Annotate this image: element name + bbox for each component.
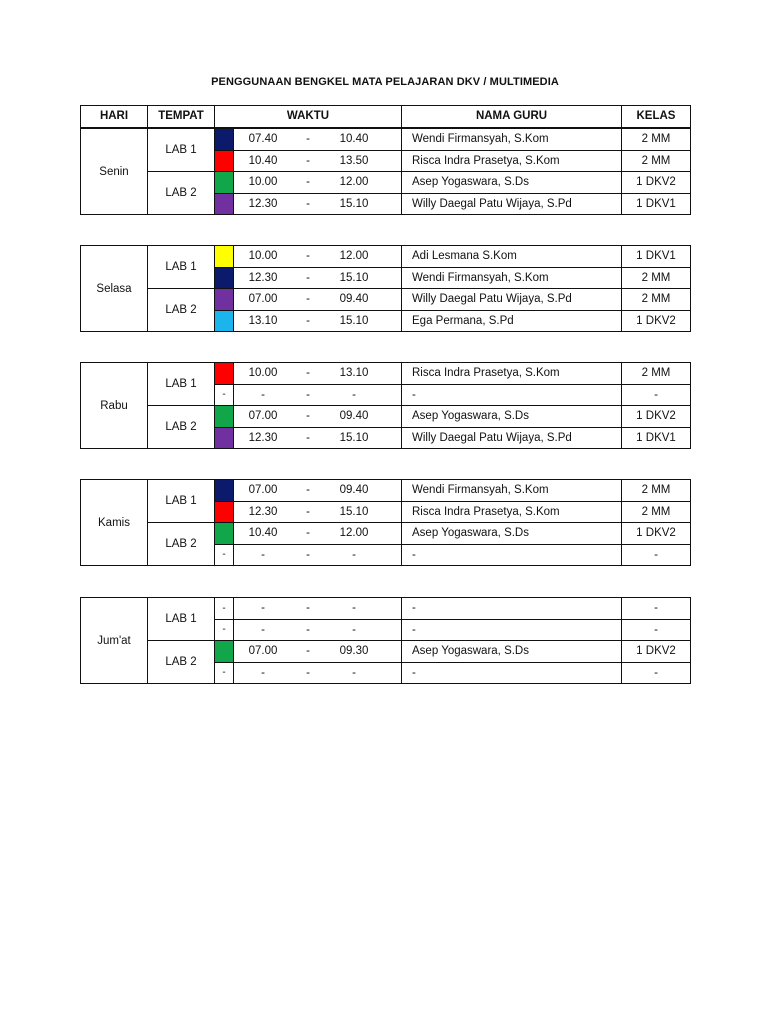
time-cell [234,662,402,684]
time-separator: - [306,250,310,263]
class-cell: 2 MM [622,129,691,151]
time-separator: - [306,666,310,679]
time-end: 13.50 [339,154,369,167]
day-table-kamis [80,479,691,566]
table-header-row [81,106,691,128]
time-end: 15.10 [339,271,369,284]
color-swatch [215,501,234,523]
teacher-name: - [402,384,622,406]
color-swatch [215,172,234,194]
class-cell: 2 MM [622,289,691,311]
class-cell: 1 DKV1 [622,246,691,268]
table-row [81,523,691,545]
teacher-name: Asep Yogaswara, S.Ds [402,172,622,194]
day-cell: Senin [81,129,148,215]
table-row [81,406,691,428]
time-cell [234,384,402,406]
color-swatch [215,246,234,268]
teacher-name: Wendi Firmansyah, S.Kom [402,129,622,151]
time-cell [234,363,402,385]
time-end: 10.40 [339,133,369,146]
teacher-name: Wendi Firmansyah, S.Kom [402,480,622,502]
time-end: 09.40 [339,293,369,306]
lab-cell: LAB 2 [148,172,215,215]
color-swatch [215,363,234,385]
table-row [81,480,691,502]
class-cell: - [622,619,691,641]
class-cell: - [622,662,691,684]
time-start: 07.00 [248,410,278,423]
time-start: 07.00 [248,645,278,658]
lab-cell: LAB 2 [148,523,215,566]
day-table-rabu [80,362,691,449]
teacher-name: Ega Permana, S.Pd [402,310,622,332]
color-swatch: - [215,384,234,406]
teacher-name: - [402,544,622,566]
class-cell: - [622,544,691,566]
time-cell [234,267,402,289]
time-separator: - [306,527,310,540]
time-end: - [352,548,356,561]
teacher-name: - [402,662,622,684]
color-swatch [215,289,234,311]
time-end: 09.40 [339,484,369,497]
table-row [81,246,691,268]
time-end: - [352,666,356,679]
time-cell [234,246,402,268]
color-swatch: - [215,662,234,684]
day-cell: Kamis [81,480,148,566]
table-row [81,129,691,151]
time-end: 09.30 [339,645,369,658]
class-cell: 1 DKV2 [622,641,691,663]
class-cell: 1 DKV2 [622,523,691,545]
time-start: 10.00 [248,367,278,380]
time-start: 12.30 [248,197,278,210]
day-cell: Rabu [81,363,148,449]
time-cell [234,150,402,172]
time-start: - [261,548,265,561]
time-start: 10.40 [248,527,278,540]
time-cell [234,544,402,566]
time-start: - [261,666,265,679]
teacher-name: Adi Lesmana S.Kom [402,246,622,268]
color-swatch: - [215,598,234,620]
header-hari: HARI [81,106,148,128]
color-swatch [215,406,234,428]
table-row [81,598,691,620]
teacher-name: Risca Indra Prasetya, S.Kom [402,501,622,523]
table-row [81,641,691,663]
color-swatch [215,129,234,151]
time-cell [234,480,402,502]
time-separator: - [306,548,310,561]
time-end: 15.10 [339,197,369,210]
time-separator: - [306,154,310,167]
time-separator: - [306,602,310,615]
time-start: 12.30 [248,431,278,444]
color-swatch [215,193,234,215]
teacher-name: Asep Yogaswara, S.Ds [402,523,622,545]
day-cell: Selasa [81,246,148,332]
time-cell [234,129,402,151]
time-start: 07.00 [248,293,278,306]
time-end: 09.40 [339,410,369,423]
teacher-name: - [402,619,622,641]
time-end: - [352,623,356,636]
time-start: 07.40 [248,133,278,146]
day-table-selasa [80,245,691,332]
time-start: 10.40 [248,154,278,167]
color-swatch: - [215,544,234,566]
day-table-jumat [80,597,691,684]
time-separator: - [306,367,310,380]
teacher-name: Risca Indra Prasetya, S.Kom [402,363,622,385]
time-separator: - [306,197,310,210]
time-start: 12.30 [248,505,278,518]
class-cell: - [622,384,691,406]
time-separator: - [306,388,310,401]
time-start: - [261,623,265,636]
lab-cell: LAB 2 [148,406,215,449]
color-swatch [215,427,234,449]
time-end: - [352,602,356,615]
lab-cell: LAB 1 [148,246,215,289]
time-cell [234,406,402,428]
time-cell [234,193,402,215]
day-table-senin [80,128,691,215]
time-end: 15.10 [339,314,369,327]
class-cell: 1 DKV2 [622,172,691,194]
lab-cell: LAB 1 [148,363,215,406]
time-start: 10.00 [248,176,278,189]
teacher-name: Willy Daegal Patu Wijaya, S.Pd [402,427,622,449]
class-cell: 2 MM [622,267,691,289]
time-separator: - [306,623,310,636]
time-start: 10.00 [248,250,278,263]
teacher-name: Willy Daegal Patu Wijaya, S.Pd [402,193,622,215]
time-separator: - [306,645,310,658]
time-cell [234,172,402,194]
time-cell [234,427,402,449]
teacher-name: Wendi Firmansyah, S.Kom [402,267,622,289]
header-nama-guru: NAMA GURU [402,106,622,128]
time-separator: - [306,314,310,327]
time-end: 15.10 [339,431,369,444]
teacher-name: Asep Yogaswara, S.Ds [402,641,622,663]
color-swatch: - [215,619,234,641]
lab-cell: LAB 1 [148,480,215,523]
table-row [81,289,691,311]
header-tempat: TEMPAT [148,106,215,128]
class-cell: 1 DKV2 [622,406,691,428]
class-cell: 2 MM [622,501,691,523]
time-cell [234,501,402,523]
time-separator: - [306,176,310,189]
schedule-header-table [80,105,691,128]
lab-cell: LAB 2 [148,641,215,684]
time-start: - [261,388,265,401]
teacher-name: - [402,598,622,620]
time-end: 13.10 [339,367,369,380]
time-start: - [261,602,265,615]
lab-cell: LAB 1 [148,129,215,172]
time-separator: - [306,271,310,284]
color-swatch [215,523,234,545]
time-separator: - [306,133,310,146]
time-start: 12.30 [248,271,278,284]
class-cell: 2 MM [622,150,691,172]
color-swatch [215,267,234,289]
page-title: PENGGUNAAN BENGKEL MATA PELAJARAN DKV / MULTIMEDIA [211,76,559,88]
time-separator: - [306,505,310,518]
teacher-name: Asep Yogaswara, S.Ds [402,406,622,428]
time-start: 13.10 [248,314,278,327]
teacher-name: Risca Indra Prasetya, S.Kom [402,150,622,172]
time-cell [234,523,402,545]
time-cell [234,619,402,641]
time-end: 12.00 [339,527,369,540]
time-separator: - [306,293,310,306]
day-cell: Jum'at [81,598,148,684]
color-swatch [215,150,234,172]
time-cell [234,289,402,311]
time-separator: - [306,410,310,423]
color-swatch [215,641,234,663]
time-end: 12.00 [339,250,369,263]
lab-cell: LAB 1 [148,598,215,641]
time-end: 12.00 [339,176,369,189]
class-cell: 2 MM [622,363,691,385]
header-waktu: WAKTU [215,106,402,128]
class-cell: - [622,598,691,620]
header-kelas: KELAS [622,106,691,128]
time-separator: - [306,484,310,497]
class-cell: 1 DKV1 [622,193,691,215]
time-cell [234,598,402,620]
color-swatch [215,310,234,332]
teacher-name: Willy Daegal Patu Wijaya, S.Pd [402,289,622,311]
table-row [81,172,691,194]
time-cell [234,641,402,663]
table-row [81,363,691,385]
time-separator: - [306,431,310,444]
time-cell [234,310,402,332]
time-end: 15.10 [339,505,369,518]
time-end: - [352,388,356,401]
class-cell: 1 DKV2 [622,310,691,332]
color-swatch [215,480,234,502]
time-start: 07.00 [248,484,278,497]
class-cell: 2 MM [622,480,691,502]
lab-cell: LAB 2 [148,289,215,332]
class-cell: 1 DKV1 [622,427,691,449]
